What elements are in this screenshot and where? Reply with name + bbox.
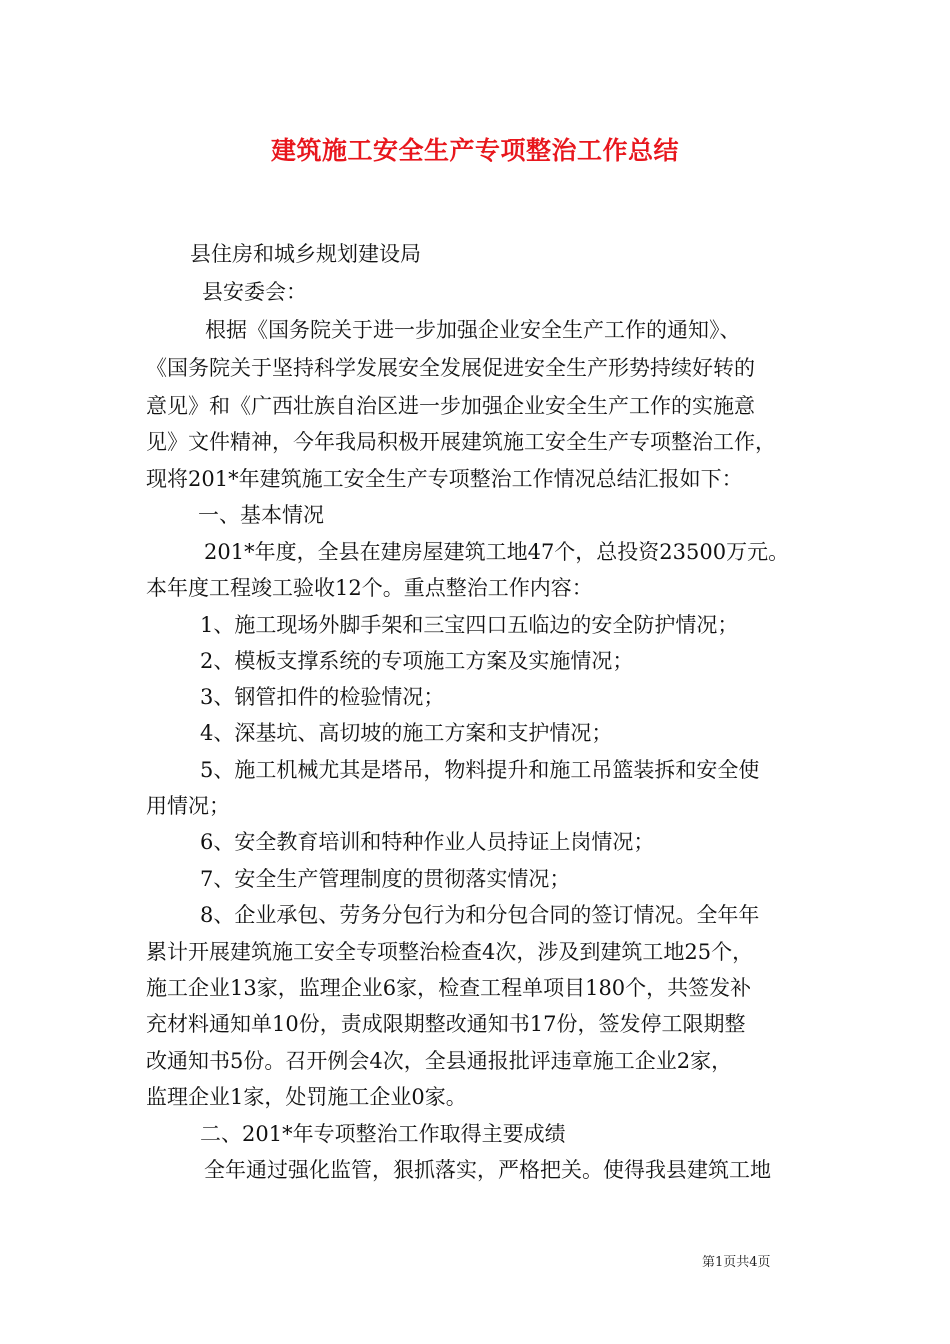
paragraph-line: 充材料通知单10份，责成限期整改通知书17份，签发停工限期整 [146,1012,746,1036]
list-item: 8、企业承包、劳务分包行为和分包合同的签订情况。全年年 [200,903,760,927]
paragraph-line: 县安委会： [202,280,307,304]
paragraph-line: 监理企业1家，处罚施工企业0家。 [146,1085,467,1109]
paragraph-line: 累计开展建筑施工安全专项整治检查4次，涉及到建筑工地25个， [146,940,754,964]
section-heading: 二、201*年专项整治工作取得主要成绩 [200,1122,566,1146]
section-heading: 一、基本情况 [198,503,324,527]
paragraph-line: 全年通过强化监管，狠抓落实，严格把关。使得我县建筑工地 [204,1158,771,1182]
list-item: 1、施工现场外脚手架和三宝四口五临边的安全防护情况； [200,613,739,637]
list-item: 7、安全生产管理制度的贯彻落实情况； [200,867,571,891]
paragraph-line: 《国务院关于坚持科学发展安全发展促进安全生产形势持续好转的 [146,356,755,380]
paragraph-line: 本年度工程竣工验收12个。重点整治工作内容： [146,576,593,600]
list-item: 6、安全教育培训和特种作业人员持证上岗情况； [200,830,655,854]
paragraph-line: 改通知书5份。召开例会4次，全县通报批评违章施工企业2家， [146,1049,733,1073]
page-number: 第1页共4页 [702,1255,771,1270]
list-item: 4、深基坑、高切坡的施工方案和支护情况； [200,721,613,745]
paragraph-line: 用情况； [146,794,230,818]
paragraph-line: 意见》和《广西壮族自治区进一步加强企业安全生产工作的实施意 [146,394,755,418]
paragraph-line: 现将201*年建筑施工安全生产专项整治工作情况总结汇报如下： [146,467,743,491]
list-item: 5、施工机械尤其是塔吊，物料提升和施工吊篮装拆和安全使 [200,758,760,782]
paragraph-line: 见》文件精神，今年我局积极开展建筑施工安全生产专项整治工作， [146,430,776,454]
paragraph-line: 县住房和城乡规划建设局 [190,242,421,266]
list-item: 2、模板支撑系统的专项施工方案及实施情况； [200,649,634,673]
paragraph-line: 根据《国务院关于进一步加强企业安全生产工作的通知》、 [205,318,741,342]
document-title: 建筑施工安全生产专项整治工作总结 [270,136,679,165]
paragraph-line: 施工企业13家，监理企业6家，检查工程单项目180个，共签发补 [146,976,752,1000]
list-item: 3、钢管扣件的检验情况； [200,685,445,709]
paragraph-line: 201*年度，全县在建房屋建筑工地47个，总投资23500万元。 [204,540,790,564]
